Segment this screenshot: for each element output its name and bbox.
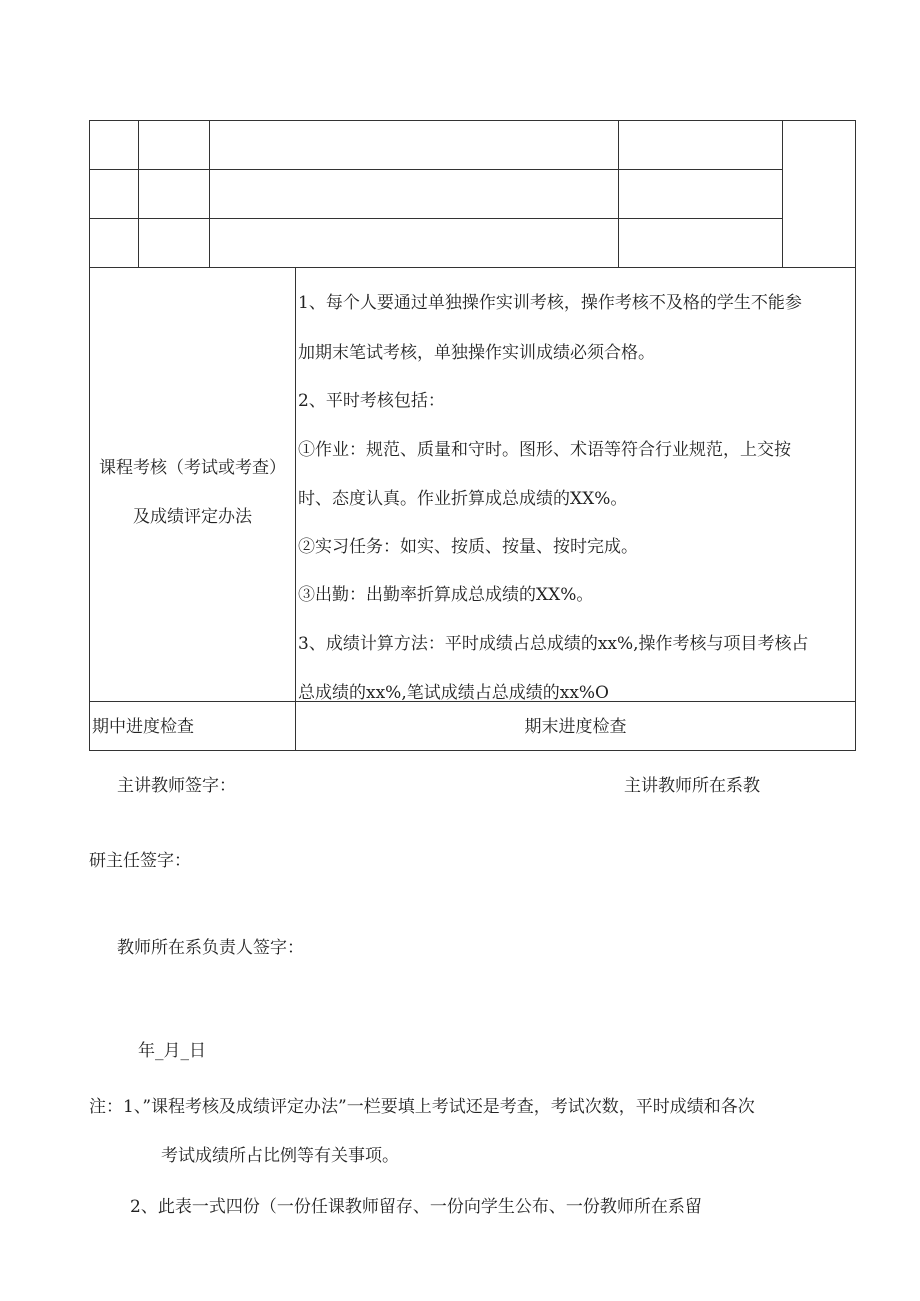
assessment-content-line: ②实习任务：如实、按质、按量、按时完成。 [298,537,638,557]
assessment-content-line: ③出勤：出勤率折算成总成绩的XX%。 [298,585,594,605]
note-2: 2、此表一式四份（一份任课教师留存、一份向学生公布、一份教师所在系留 [130,1197,702,1217]
note-1-line2: 考试成绩所占比例等有关事项。 [161,1146,399,1166]
lecturer-signature-label: 主讲教师签字： [117,776,236,796]
table-col-divider [209,120,210,267]
dept-head-signature-label: 教师所在系负责人签字： [117,938,304,958]
assessment-content-line: 时、态度认真。作业折算成总成绩的XX%。 [298,489,628,509]
table-col-divider [618,120,619,267]
date-line: 年_月_日 [138,1041,206,1061]
midterm-check-label: 期中进度检查 [92,717,194,737]
table-row-divider [89,218,783,219]
table-col-divider [138,120,139,267]
note-1-line1: 注：1、”课程考核及成绩评定办法”一栏要填上考试还是考查，考试次数，平时成绩和各次 [89,1097,755,1117]
table-border-bottom [89,750,856,751]
table-border-top [89,120,856,121]
assessment-content-line: 3、成绩计算方法：平时成绩占总成绩的xx%,操作考核与项目考核占 [298,634,809,654]
assessment-content-line: 总成绩的xx%,笔试成绩占总成绩的xx%O [298,683,609,703]
assessment-content-line: 加期末笔试考核，单独操作实训成绩必须合格。 [298,343,655,363]
table-row-divider [89,267,856,268]
assessment-content-line: 2、平时考核包括： [298,391,445,411]
department-label-left: 主讲教师所在系教 [624,776,760,796]
table-col-divider [782,120,783,267]
table-col-divider [295,267,296,751]
table-border-right [855,120,856,751]
table-row-divider [89,169,783,170]
assessment-content-line: ①作业：规范、质量和守时。图形、术语等符合行业规范，上交按 [298,440,791,460]
director-signature-label: 研主任签字： [89,851,191,871]
assessment-label-line1: 课程考核（考试或考查） [99,458,286,478]
table-border-left [89,120,90,751]
assessment-content-line: 1、每个人要通过单独操作实训考核，操作考核不及格的学生不能参 [298,293,802,313]
assessment-label-line2: 及成绩评定办法 [133,507,252,527]
final-check-label: 期末进度检查 [524,717,627,737]
